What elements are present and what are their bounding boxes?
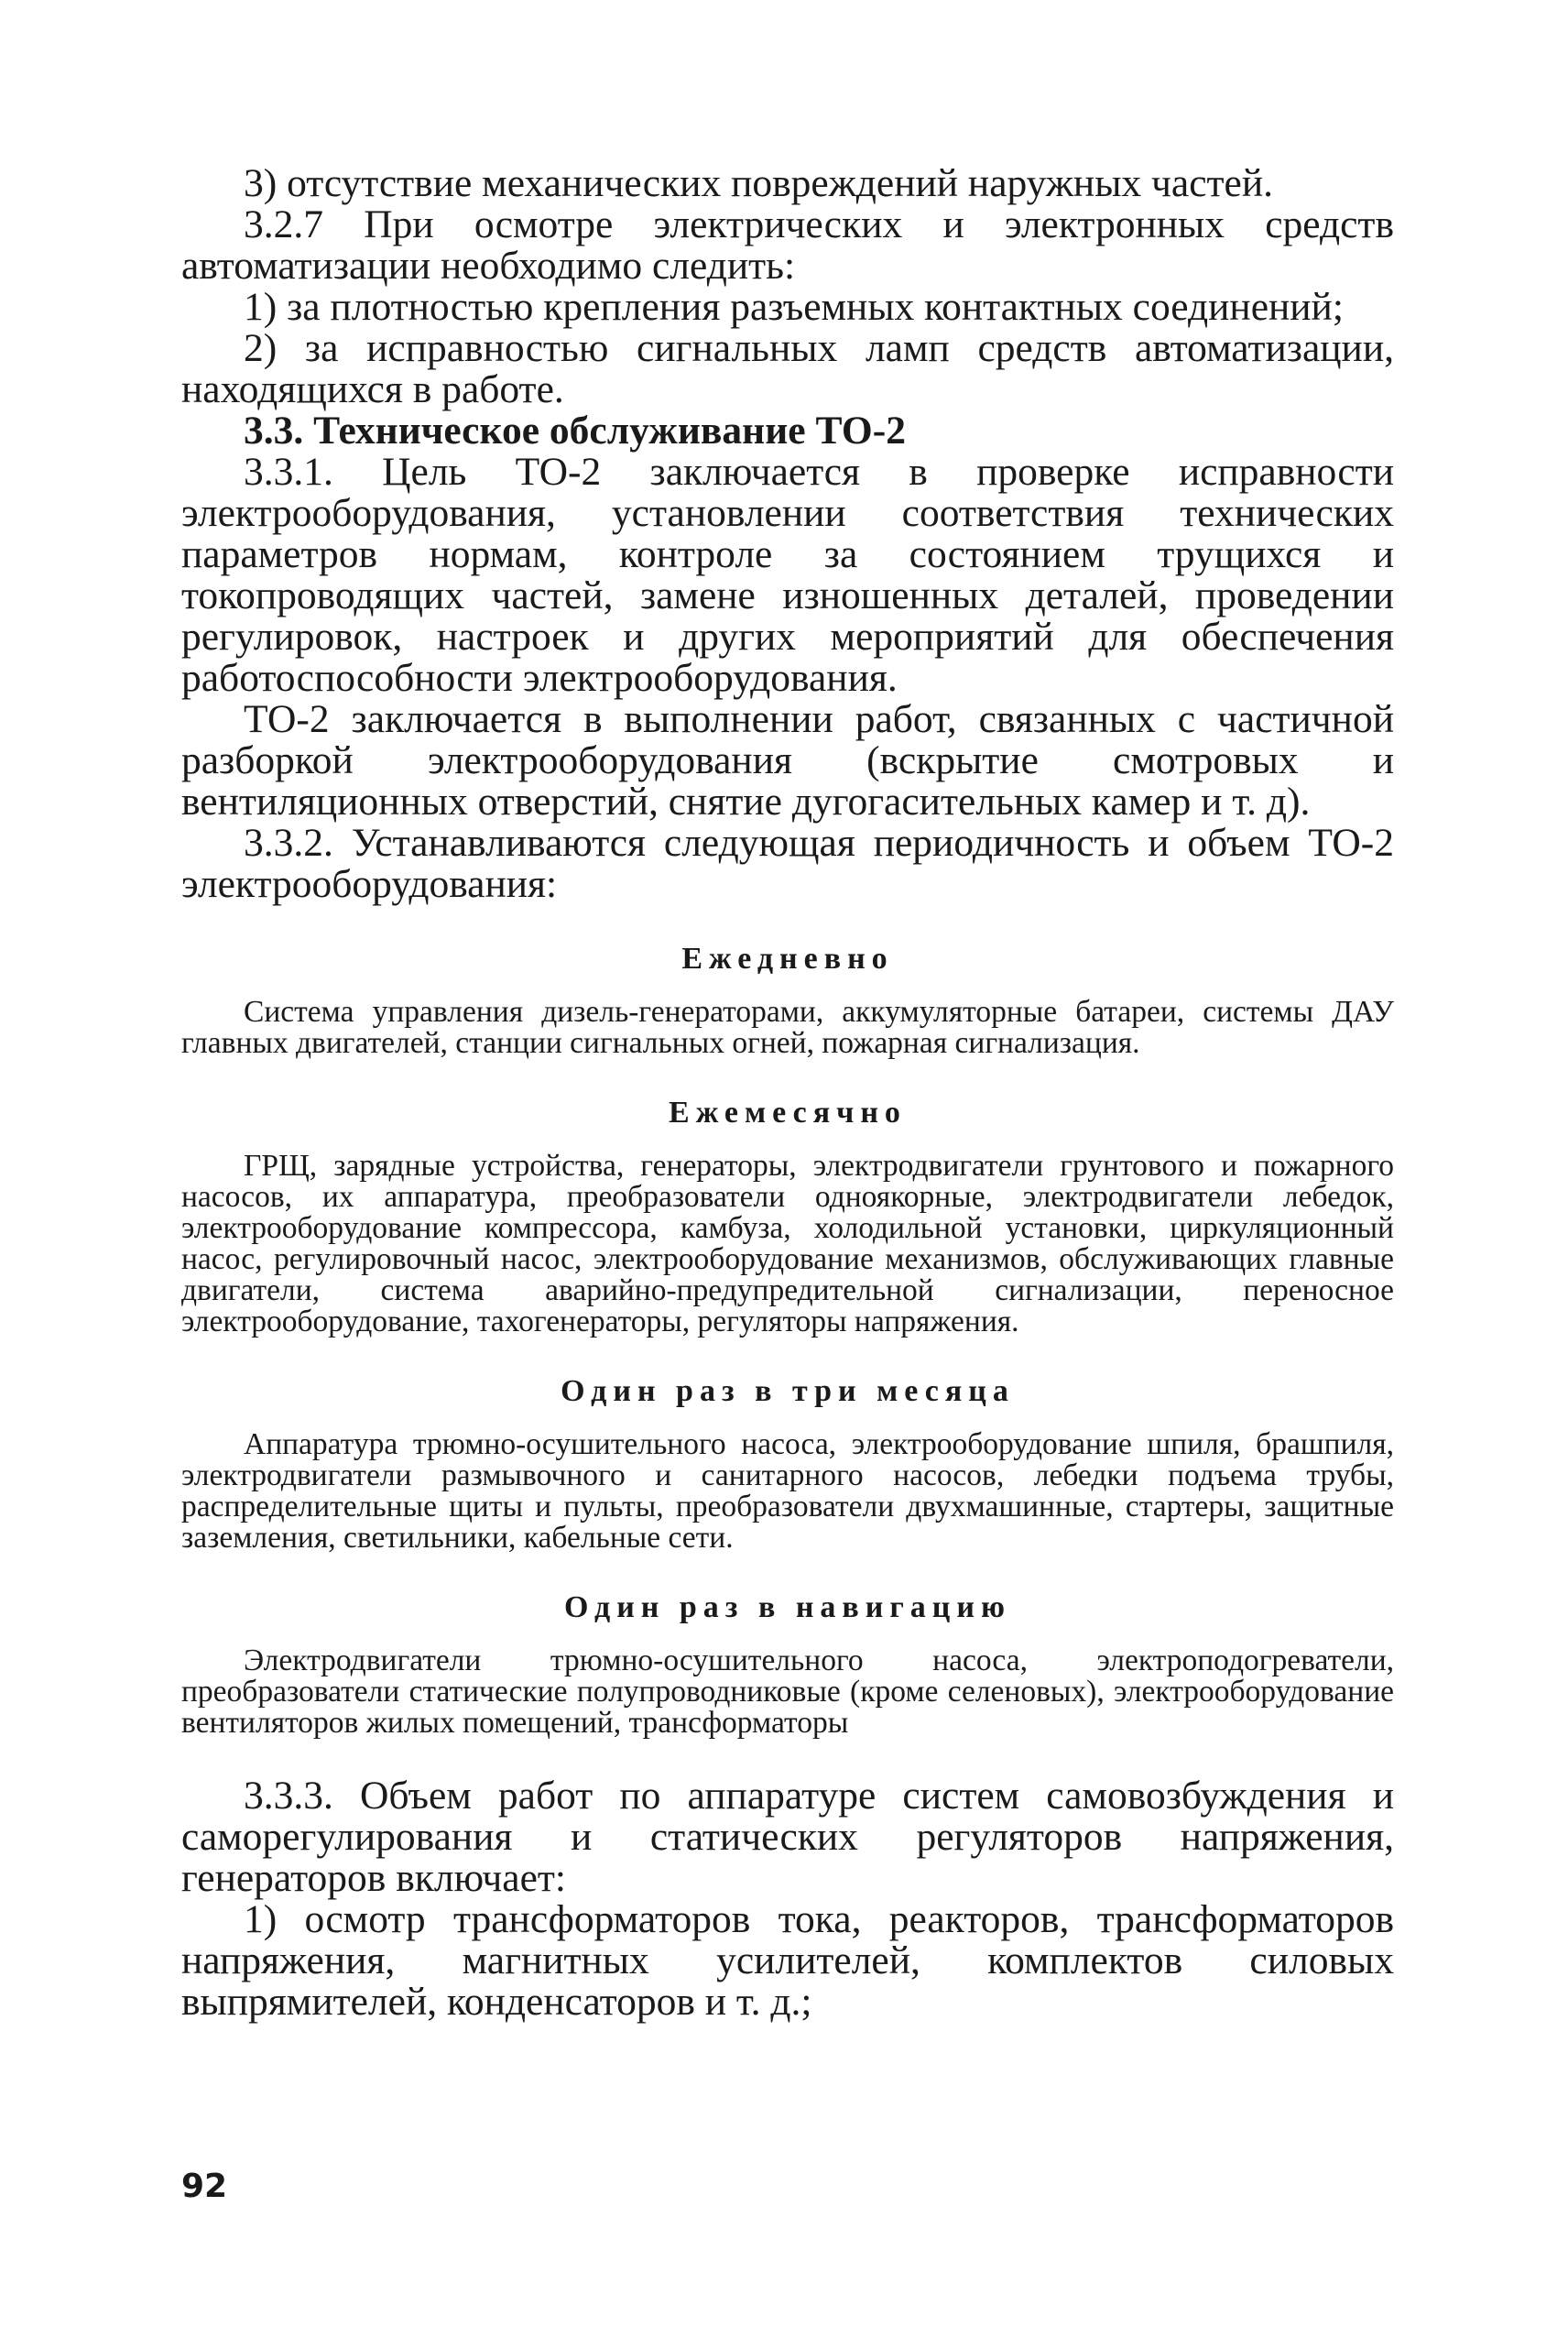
schedule-text-quarterly: Аппаратура трюмно-осушительного насоса, электрооборудование шпиля, брашпиля, электродвигатели размывочного и санитарного насосов, лебедки подъема трубы, распределительные щиты и пульты, преобразователи двухмашинные, стартеры, защитные заземления, светильники, кабельные сети.: [181, 1427, 1394, 1555]
schedule-section: [181, 942, 1394, 1739]
bottom-text-block: [181, 1775, 1394, 2023]
paragraph-bottom-item-1: 1) осмотр трансформаторов тока, реакторов, трансформаторов напряжения, магнитных усилителей, комплектов силовых выпрямителей, конденсаторов и т. д.;: [181, 1897, 1394, 2024]
paragraph-item-2: 2) за исправностью сигнальных ламп средств автоматизации, находящихся в работе.: [181, 326, 1394, 411]
page-number: 92: [181, 2168, 228, 2205]
paragraph-item-3: 3) отсутствие механических повреждений наружных частей.: [244, 161, 1274, 205]
paragraph-3-3-1: 3.3.1. Цель ТО-2 заключается в проверке исправности электрооборудования, установлении соответствия технических параметров нормам, контроле за состоянием трущихся и токопроводящих частей, замене изношенных деталей, проведении регулировок, настроек и других мероприятий для обеспечения работоспособности электрооборудования.: [181, 450, 1394, 700]
schedule-heading-monthly: Ежемесячно: [669, 1096, 907, 1130]
paragraph-item-1: 1) за плотностью крепления разъемных контактных соединений;: [244, 285, 1344, 329]
paragraph-3-3-2: 3.3.2. Устанавливаются следующая периодичность и объем ТО-2 электрооборудования:: [181, 821, 1394, 906]
schedule-heading-daily: Ежедневно: [681, 942, 894, 976]
section-heading-3-3: 3.3. Техническое обслуживание ТО-2: [244, 409, 906, 453]
schedule-heading-quarterly: Один раз в три месяца: [561, 1374, 1015, 1408]
paragraph-3-3-3: 3.3.3. Объем работ по аппаратуре систем самовозбуждения и саморегулирования и статических регуляторов напряжения, генераторов включает:: [181, 1774, 1394, 1900]
schedule-text-navigation: Электродвигатели трюмно-осушительного насоса, электроподогреватели, преобразователи статические полупроводниковые (кроме селеновых), электрооборудование вентиляторов жилых помещений, трансформаторы: [181, 1643, 1394, 1740]
top-text-block: [181, 163, 1394, 905]
schedule-text-monthly: ГРЩ, зарядные устройства, генераторы, электродвигатели грунтового и пожарного насосов, их аппаратура, преобразователи одноякорные, электродвигатели лебедок, электрооборудование компрессора, камбуза, холодильной установки, циркуляционный насос, регулировочный насос, электрооборудование механизмов, обслуживающих главные двигатели, система аварийно-предупредительной сигнализации, переносное электрооборудование, тахогенераторы, регуляторы напряжения.: [181, 1149, 1394, 1338]
paragraph-3-2-7: 3.2.7 При осмотре электрических и электронных средств автоматизации необходимо следить:: [181, 202, 1394, 288]
schedule-heading-navigation: Один раз в навигацию: [564, 1590, 1011, 1624]
schedule-text-daily: Система управления дизель-генераторами, аккумуляторные батареи, системы ДАУ главных двигателей, станции сигнальных огней, пожарная сигнализация.: [181, 995, 1394, 1060]
paragraph-to2-description: ТО-2 заключается в выполнении работ, связанных с частичной разборкой электрооборудования (вскрытие смотровых и вентиляционных отверстий, снятие дугогасительных камер и т. д).: [181, 697, 1394, 824]
